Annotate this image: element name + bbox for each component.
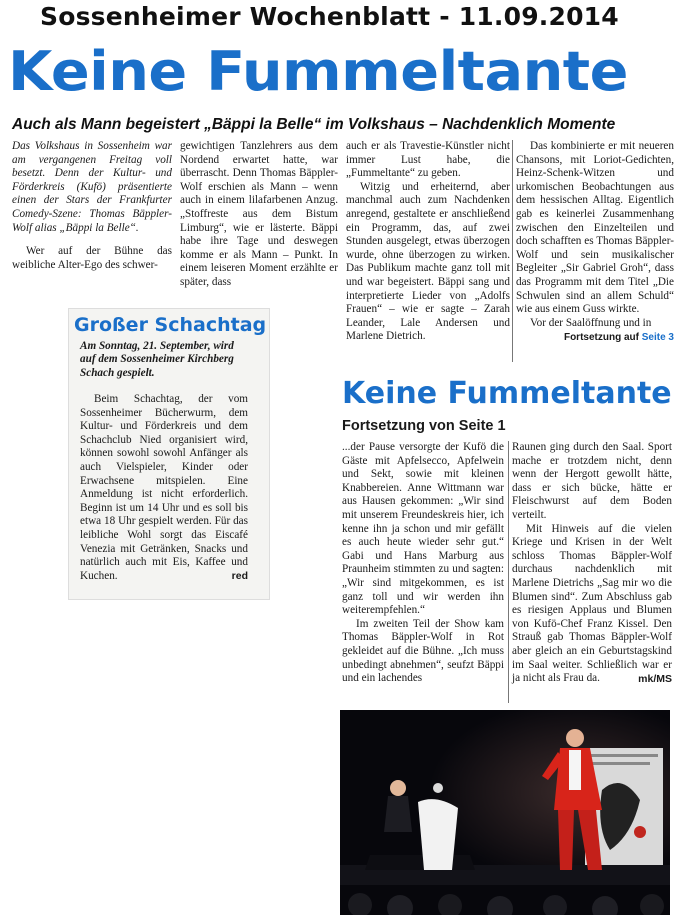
performer-shirt xyxy=(569,750,581,790)
article-headline: Keine Fummeltante xyxy=(8,40,628,103)
article-intro: Das Volkshaus in Sossenheim war am vergangenen Freitag voll besetzt. Denn der Kultur- und Förderkreis (Kufö) präsentierte einen der Stars der Frankfurter Comedy-Szene: Thomas Bäppler-Wolf alias „Bäppi la Belle“. xyxy=(12,140,172,234)
banner-text-line xyxy=(590,762,650,765)
article-column-4 xyxy=(516,140,674,345)
continuation-paragraph: Mit Hinweis auf die vielen Kriege und Krisen in der Welt schloss Thomas Bäppler-Wolf durchaus nachdenklich mit Marlene Dietrichs „Sag mir wo die Blumen sind“. Zum Abschluss gab es riesigen Applaus und Blumen von Kufö-Chef Franz Kissel. Den Strauß gab Thomas Bäppler-Wolf aber gleich an ein Geburtstagskind im Saal weiter. Schließlich war er ja nicht als Frau da. xyxy=(512,522,672,685)
stage-photo-illustration xyxy=(340,710,670,915)
article-paragraph: Witzig und erheiternd, aber manchmal auch zum Nachdenken anregend, gestaltete er anschließend ein Programm, das, auf zwei Stunden ausgelegt, etwas überzogen wurde, ohne überzogen zu wirken. Das Publikum machte ganz toll mit und war begeistert. Bäppi sang und interpretierte Lieder von „Adolfs Frauen“ – wie er sagte – Zarah Leander, Lale Andersen und Marlene Dietrich. xyxy=(346,180,510,343)
sidebar-signature: red xyxy=(231,570,248,583)
continuation-column-b xyxy=(512,441,672,686)
pianist-head xyxy=(390,780,406,796)
article-paragraph: gewichtigen Tanzlehrers aus dem Nordend erwartet hatte, war überrascht. Denn Thomas Bäppler-Wolf erschien als Mann – wenn auch in einem lilafarbenen Anzug. „Stoffreste aus dem Bistum Limburg“, wie er lästerte. Bäppi habe ihre Tage und deswegen komme er als Mann – Punkt. In einem leiseren Moment erzählte er später, dass xyxy=(180,140,338,288)
continued-notice xyxy=(516,331,674,345)
performer-left-leg xyxy=(558,810,574,870)
article-paragraph: Das kombinierte er mit neueren Chansons, mit Loriot-Gedichten, Heinz-Schenk-Witzen und urkomischen Beobachtungen aus dem hessischen Alltag. Eigentlich gab es keinerlei Zusammenhang zwischen den Einzelteilen und doch schafften es Thomas Bäppler-Wolf und sein musikalischer Begleiter „Sir Gabriel Groh“, dass das Programm mit dem Titel „Die Schwulen sind an allem Schuld“ wie aus einem Guss wirkte. xyxy=(516,140,674,316)
continuation-column-a xyxy=(342,441,504,686)
continuation-subtitle: Fortsetzung von Seite 1 xyxy=(342,418,506,434)
article-subheadline: Auch als Mann begeistert „Bäppi la Belle“ im Volkshaus – Nachdenklich Momente xyxy=(12,116,616,133)
article-paragraph: Vor der Saalöffnung und in xyxy=(530,316,652,329)
banner-text-line xyxy=(590,754,658,757)
grand-piano xyxy=(365,855,475,870)
sidebar-body xyxy=(80,393,248,584)
pianist-body xyxy=(384,796,412,832)
article-column-1 xyxy=(12,140,172,272)
newspaper-header: Sossenheimer Wochenblatt - 11.09.2014 xyxy=(40,2,619,31)
article-column-3 xyxy=(346,140,510,344)
performer-head xyxy=(566,729,584,747)
sidebar-paragraph: Beim Schachtag, der vom Sossenheimer Bücherwurm, dem Kultur- und Förderkreis und dem Schachclub Nied organisiert wird, können sowohl sowohl Anfänger als auch Vielspieler, Kinder oder Erwachsene mitspielen. Eine Anmeldung ist nicht erforderlich. Beginn ist um 14 Uhr und es soll bis etwa 18 Uhr gespielt werden. Für das leibliche Wohl sorgt das Eiscafé Venezia mit Getränken, Snacks und natürlich auch mit Eis, Kaffee und Kuchen. xyxy=(80,393,248,582)
continuation-paragraph: Im zweiten Teil der Show kam Thomas Bäppler-Wolf in Rot gekleidet auf die Bühne. „Ich muss unbedingt abnehmen“, seufzt Bäppi und ein lachendes xyxy=(342,617,504,685)
flower-vase xyxy=(433,783,443,793)
article-column-2 xyxy=(180,140,338,290)
article-paragraph: Wer auf der Bühne das weibliche Alter-Ego des schwer- xyxy=(12,245,172,271)
continued-label: Fortsetzung auf xyxy=(563,332,639,344)
sidebar-title: Großer Schachtag xyxy=(74,314,267,336)
continuation-paragraph: Raunen ging durch den Saal. Sport mache er trotzdem nicht, denn wenn der Hergott gewollt hätte, dass er sich bücke, hätte er Fleischwurst auf dem Boden verteilt. xyxy=(512,441,672,521)
continuation-title: Keine Fummeltante xyxy=(342,376,672,411)
column-divider xyxy=(508,441,509,703)
stage-photo xyxy=(340,710,670,915)
article-paragraph: auch er als Travestie-Künstler nicht immer Lust habe, die „Fummeltante“ zu geben. xyxy=(346,140,510,180)
continued-page-link[interactable]: Seite 3 xyxy=(641,332,674,344)
continuation-paragraph: ...der Pause versorgte der Kufö die Gäste mit Apfelsecco, Apfelwein und Sekt, sowie mit kleinen Knabbereien. Anne Wittmann war aus Hausen gekommen: „Wir sind mit unserem Freundeskreis hier, ich kenne ihn ja schon und mir gefällt es auch heute wieder sehr gut.“ Gabi und Hans Marburg aus Praunheim stimmten zu und sagten: „Wir sind mitgekommen, es ist ganz toll und wir werden ihn weiterempfehlen.“ xyxy=(342,441,504,617)
cocktail-table xyxy=(418,799,458,870)
column-divider xyxy=(512,140,513,362)
sidebar-intro: Am Sonntag, 21. September, wird auf dem Sossenheimer Kirchberg Schach gespielt. xyxy=(80,340,234,379)
continuation-signature: mk/MS xyxy=(638,672,672,685)
banner-logo-dot xyxy=(634,826,646,838)
